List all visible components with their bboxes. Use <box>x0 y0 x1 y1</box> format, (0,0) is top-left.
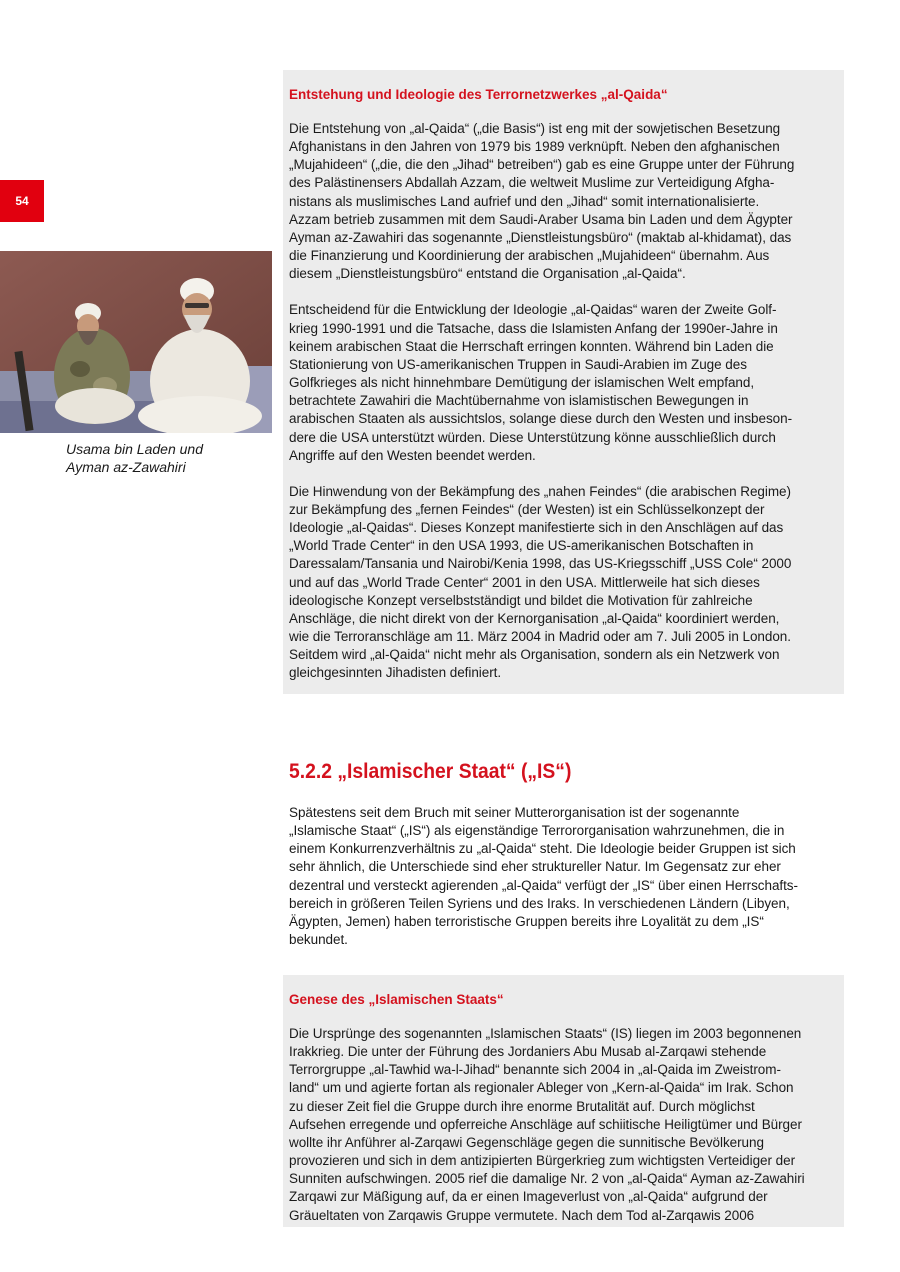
section-islamischer-staat <box>289 758 839 967</box>
paragraph: Entscheidend für die Entwicklung der Ideologie „al-Qaidas“ waren der Zweite Golf- krieg 1990-1991 und die Tatsache, dass die Islamisten Anfang der 1990er-Jahre in keinem arabischen Staat die Herrschaft erringen konnten. Während bin Laden die Stationierung von US-amerikanischen Truppen in Saudi-Arabien im Zuge des Golfkrieges als nicht hinnehmbare Demütigung der islamischen Welt empfand, betrachtete Zawahiri die Machtübernahme von islamistischen Bewegungen in arabischen Staaten als aussichtslos, solange diese durch den Westen und insbeson- dere die USA unterstützt würden. Diese Unterstützung könne ausschließlich durch Angriffe auf den Westen beendet werden. <box>289 302 793 463</box>
paragraph: Die Hinwendung von der Bekämpfung des „nahen Feindes“ (die arabischen Regime) zur Bekämpfung des „fernen Feindes“ (der Westen) ist ein Schlüsselkonzept der Ideologie „al-Qaidas“. Dieses Konzept manifestierte sich in den Anschlägen auf das „World Trade Center“ in den USA 1993, die US-amerikanischen Botschaften in Daressalam/Tansania und Nairobi/Kenia 1998, das US-Kriegsschiff „USS Cole“ 2000 und auf das „World Trade Center“ 2001 in den USA. Mittlerweile hat sich dieses ideologische Konzept verselbstständigt und bildet die Motivation für zahlreiche Anschläge, die nicht direkt von der Kernorganisation „al-Qaida“ koordiniert werden, wie die Terroranschläge am 11. März 2004 in Madrid oder am 7. Juli 2005 in London. Seitdem wird „al-Qaida“ nicht mehr als Organisation, sondern als ein Netzwerk von gleichgesinnten Jihadisten definiert. <box>289 483 792 681</box>
page-number-tab <box>0 180 44 222</box>
box-title: Genese des „Islamischen Staats“ <box>289 992 504 1007</box>
caption-line: Ayman az-Zawahiri <box>66 459 186 475</box>
section-heading: 5.2.2 „Islamischer Staat“ („IS“) <box>289 760 572 783</box>
photo-caption <box>66 440 266 476</box>
paragraph: Die Entstehung von „al-Qaida“ („die Basis“) ist eng mit der sowjetischen Besetzung Afghanistans in den Jahren von 1979 bis 1989 verknüpft. Neben den afghanischen „Mujahideen“ („die, die den „Jihad“ betreiben“) gab es eine Gruppe unter der Führung des Palästinensers Abdallah Azzam, die weltweit Muslime zur Verteidigung Afgha- nistans als muslimisches Land aufrief und den „Jihad“ somit internationalisierte. Azzam betrieb zusammen mit dem Saudi-Araber Usama bin Laden und dem Ägypter Ayman az-Zawahiri das sogenannte „Dienstleistungsbüro“ (maktab al-khidamat), das die Finanzierung und Koordinierung der arabischen „Mujahideen“ übernahm. Aus diesem „Dienstleistungsbüro“ entstand die Organisation „al-Qaida“. <box>289 121 795 282</box>
info-box-genese-is <box>283 975 844 1227</box>
paragraph: Spätestens seit dem Bruch mit seiner Mutterorganisation ist der sogenannte „Islamische Staat“ („IS“) als eigenständige Terrororganisation wahrzunehmen, die in einem Konkurrenzverhältnis zu „al-Qaida“ steht. Die Ideologie beider Gruppen ist sich sehr ähnlich, die Unterschiede sind eher struktureller Natur. Im Gegensatz zur eher dezentral und versteckt agierenden „al-Qaida“ verfügt der „IS“ über einen Herrschafts- bereich in größeren Teilen Syriens und des Iraks. In verschiedenen Ländern (Libyen, Ägypten, Jemen) haben terroristische Gruppen bereits ihre Loyalität zu dem „IS“ bekundet. <box>289 805 798 948</box>
paragraph: Die Ursprünge des sogenannten „Islamischen Staats“ (IS) liegen im 2003 begonnenen Irakkrieg. Die unter der Führung des Jordaniers Abu Musab al-Zarqawi stehende Terrorgruppe „al-Tawhid wa-l-Jihad“ benannte sich 2004 in „al-Qaida im Zweistrom- land“ um und agierte fortan als regionaler Ableger von „Kern-al-Qaida“ im Irak. Schon zu dieser Zeit fiel die Gruppe durch ihre enorme Brutalität auf. Durch möglichst Aufsehen erregende und opferreiche Anschläge auf schiitische Heiligtümer und Bürger wollte ihr Anführer al-Zarqawi Gegenschläge gegen die sunnitische Bevölkerung provozieren und sich in dem antizipierten Bürgerkrieg zum wichtigsten Verteidiger der Sunniten aufschwingen. 2005 rief die damalige Nr. 2 von „al-Qaida“ Ayman az-Zawahiri Zarqawi zur Mäßigung auf, da er einen Imageverlust von „al-Qaida“ aufgrund der Gräueltaten von Zarqawis Gruppe vermutete. Nach dem Tod al-Zarqawis 2006 <box>289 1026 805 1223</box>
box-title: Entstehung und Ideologie des Terrornetzwerkes „al-Qaida“ <box>289 87 668 102</box>
photo-bin-laden-zawahiri <box>0 251 272 433</box>
info-box-al-qaida <box>283 70 844 694</box>
page-number: 54 <box>15 194 29 208</box>
caption-line: Usama bin Laden und <box>66 441 203 457</box>
